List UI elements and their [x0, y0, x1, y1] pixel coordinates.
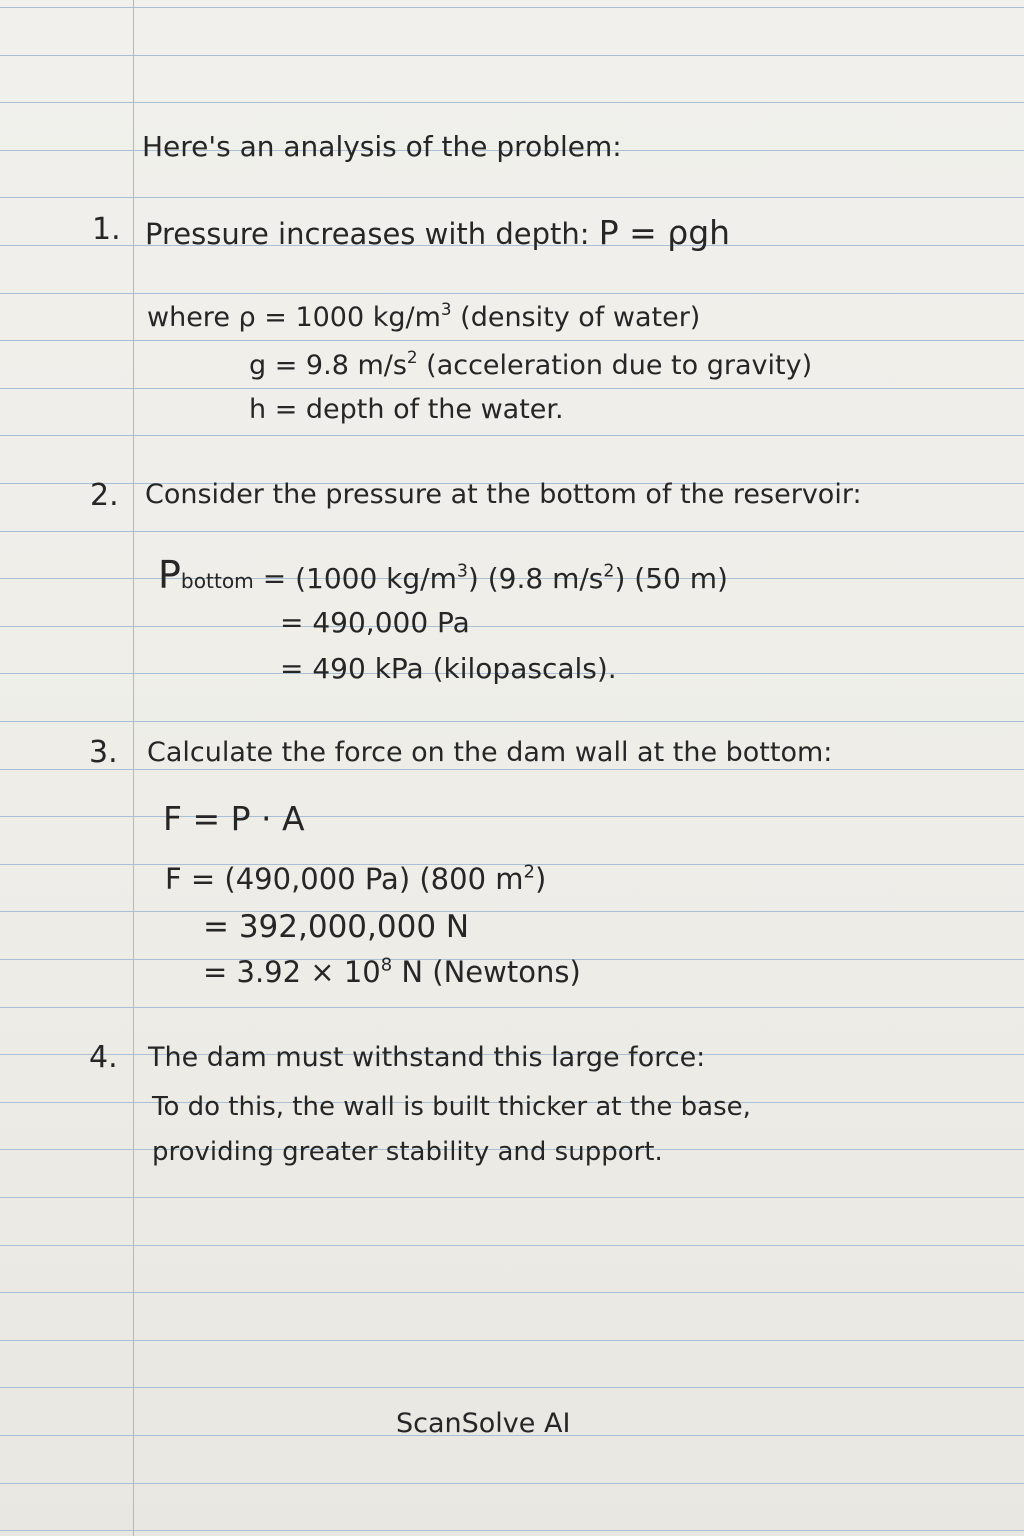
ruled-line	[0, 769, 1024, 770]
g-description: (acceleration due to gravity)	[417, 350, 813, 381]
force-eq-exponent: 2	[523, 861, 535, 883]
ruled-line	[0, 1245, 1024, 1246]
sci-notation-exponent: 8	[380, 954, 393, 976]
ruled-line	[0, 816, 1024, 817]
force-eq-part-a: F = (490,000 Pa) (800 m	[165, 862, 524, 896]
step-1-var-g	[249, 347, 813, 381]
ruled-line	[0, 721, 1024, 722]
margin-line	[133, 0, 134, 1536]
ruled-line	[0, 293, 1024, 294]
step-3-eq-3: = 392,000,000 N	[203, 909, 470, 945]
step-4-line-2: To do this, the wall is built thicker at the base,	[152, 1092, 751, 1122]
ruled-line	[0, 388, 1024, 389]
ruled-line	[0, 1483, 1024, 1484]
ruled-line	[0, 911, 1024, 912]
ruled-line	[0, 1292, 1024, 1293]
ruled-line	[0, 1197, 1024, 1198]
step-3-number: 3.	[89, 735, 118, 770]
where-label: where	[147, 302, 239, 333]
step-1-var-rho	[147, 299, 701, 333]
ruled-line	[0, 1007, 1024, 1008]
ruled-line	[0, 102, 1024, 103]
sci-notation-part-a: = 3.92 × 10	[203, 955, 381, 989]
step-2-number: 2.	[90, 478, 119, 513]
step-2-heading: Consider the pressure at the bottom of the reservoir:	[145, 479, 862, 510]
ruled-line	[0, 197, 1024, 198]
step-3-eq-2	[165, 861, 547, 896]
rho-value: = 1000 kg/m	[255, 302, 441, 333]
g-unit-exponent: 2	[406, 347, 418, 368]
footer-brand: ScanSolve AI	[396, 1408, 571, 1439]
step-3-eq-4	[203, 954, 581, 989]
step-1-number: 1.	[92, 212, 121, 247]
step-4-line-3: providing greater stability and support.	[152, 1137, 663, 1167]
p-subscript: bottom	[180, 569, 254, 593]
eq1-part-c: ) (50 m)	[614, 562, 728, 595]
h-description: = depth of the water.	[266, 394, 564, 425]
g-symbol: g	[249, 350, 267, 381]
step-3-eq-1: F = P · A	[163, 799, 305, 838]
eq1-exponent-2: 2	[603, 561, 615, 582]
ruled-line	[0, 1340, 1024, 1341]
g-value: = 9.8 m/s	[266, 350, 407, 381]
step-3-heading: Calculate the force on the dam wall at the bottom:	[147, 737, 833, 768]
ruled-line	[0, 531, 1024, 532]
ruled-line	[0, 340, 1024, 341]
ruled-line	[0, 626, 1024, 627]
step-2-eq-1	[158, 553, 728, 597]
ruled-line	[0, 7, 1024, 8]
ruled-line	[0, 435, 1024, 436]
eq1-part-a: = (1000 kg/m	[253, 562, 457, 595]
rho-unit-exponent: 3	[440, 299, 452, 320]
force-eq-part-b: )	[534, 862, 547, 896]
sci-notation-part-b: N (Newtons)	[392, 955, 581, 989]
intro-text: Here's an analysis of the problem:	[142, 130, 622, 163]
step-1-formula: P = ρgh	[598, 213, 731, 252]
ruled-line	[0, 55, 1024, 56]
rho-description: (density of water)	[451, 302, 701, 333]
step-1-heading-text: Pressure increases with depth:	[145, 217, 599, 251]
eq1-exponent-1: 3	[456, 561, 468, 582]
rho-symbol: ρ	[238, 302, 256, 333]
step-1-heading	[145, 213, 731, 252]
ruled-line	[0, 1387, 1024, 1388]
step-4-number: 4.	[89, 1040, 118, 1075]
step-2-eq-2: = 490,000 Pa	[280, 606, 470, 639]
eq1-part-b: ) (9.8 m/s	[467, 562, 604, 595]
step-1-var-h	[249, 396, 564, 423]
step-2-eq-3: = 490 kPa (kilopascals).	[280, 652, 617, 685]
h-symbol: h	[249, 394, 267, 425]
ruled-line	[0, 1530, 1024, 1531]
p-symbol: P	[158, 553, 181, 597]
step-4-heading: The dam must withstand this large force:	[148, 1042, 706, 1073]
